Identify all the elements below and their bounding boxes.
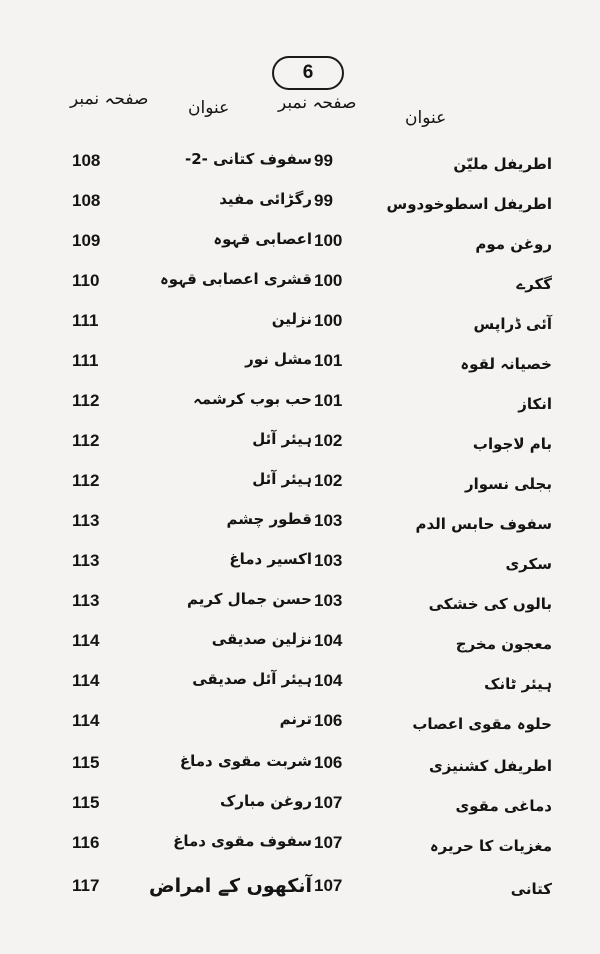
entry-page-col2: 108 (72, 191, 101, 210)
entry-title-col2: ترنم (279, 710, 312, 728)
entry-title-col2: شربت مقوی دماغ (179, 752, 312, 770)
entry-page-col2: 114 (72, 631, 100, 650)
entry-title-col2: حسن جمال کریم (187, 590, 312, 608)
toc-row (0, 543, 600, 579)
entry-title-col2: اعصابی قہوہ (213, 230, 312, 248)
entry-page-col1: 102 (314, 471, 343, 490)
column-header-page-2: صفحہ نمبر (70, 89, 149, 109)
entry-title-col2: ہیئر آئل (252, 470, 312, 488)
entry-title-col2: ہیئر آئل (252, 430, 312, 448)
entry-page-col1: 100 (314, 271, 343, 290)
entry-title-col2: سفوف مقوی دماغ (173, 832, 312, 850)
entry-page-col2: 114 (72, 671, 100, 690)
entry-title-col1: ہیئر ٹانک (484, 675, 552, 693)
entry-page-col1: 106 (314, 711, 343, 730)
entry-title-col2: مشل نور (245, 350, 312, 368)
toc-row (0, 663, 600, 699)
entry-page-col2: 116 (72, 833, 100, 852)
entry-title-col1: بام لاجواب (472, 435, 552, 453)
entry-title-col2: ہیئر آئل صدیقی (192, 670, 312, 688)
entry-title-col2: اکسیر دماغ (229, 550, 312, 568)
toc-row (0, 423, 600, 459)
entry-page-col1: 99 (314, 151, 333, 170)
entry-title-col1: اطریفل کشنیزی (429, 757, 552, 775)
entry-page-col2: 108 (72, 151, 101, 170)
toc-row (0, 263, 600, 299)
entry-title-col2: نزلین صدیقی (211, 630, 312, 648)
entry-page-col2: 111 (72, 311, 99, 330)
entry-title-col1: بالوں کی خشکی (428, 595, 552, 613)
entry-page-col2: 117 (72, 876, 100, 895)
toc-row (0, 868, 600, 904)
entry-title-col2-section-heading: آنکھوں کے امراض (149, 875, 312, 897)
entry-page-col1: 107 (314, 793, 343, 812)
entry-title-col1: سفوف حابس الدم (415, 515, 552, 533)
entry-page-col2: 115 (72, 793, 100, 812)
toc-row (0, 383, 600, 419)
entry-page-col2: 113 (72, 511, 100, 530)
entry-page-col2: 111 (72, 351, 99, 370)
entry-page-col2: 112 (72, 471, 100, 490)
entry-title-col1: مغزیات کا حریرہ (429, 837, 552, 855)
toc-row (0, 785, 600, 821)
entry-title-col1: روغن موم (475, 235, 552, 253)
entry-page-col2: 112 (72, 391, 100, 410)
entry-page-col1: 101 (314, 351, 343, 370)
toc-row (0, 745, 600, 781)
entry-title-col1: آئی ڈراپس (473, 315, 552, 333)
entry-page-col2: 113 (72, 591, 100, 610)
toc-row (0, 463, 600, 499)
entry-page-col1: 106 (314, 753, 343, 772)
entry-title-col2: سفوف کتانی -2- (184, 150, 312, 168)
entry-title-col1: کتانی (510, 880, 552, 898)
entry-title-col1: خصیانہ لقوہ (460, 355, 552, 373)
column-header-title-1: عنوان (405, 108, 447, 128)
toc-row (0, 623, 600, 659)
entry-page-col2: 113 (72, 551, 100, 570)
entry-page-col1: 102 (314, 431, 343, 450)
entry-page-col2: 110 (72, 271, 100, 290)
toc-row (0, 583, 600, 619)
entry-title-col1: اطریفل ملیّن (453, 155, 552, 173)
entry-page-col1: 104 (314, 631, 343, 650)
entry-page-col1: 107 (314, 876, 343, 895)
entry-page-col1: 100 (314, 311, 343, 330)
entry-title-col1: معجون مخرج (455, 635, 552, 653)
toc-row (0, 343, 600, 379)
entry-page-col1: 104 (314, 671, 343, 690)
entry-page-col1: 107 (314, 833, 343, 852)
entry-title-col2: حب بوب کرشمہ (193, 390, 312, 408)
entry-page-col2: 109 (72, 231, 101, 250)
entry-page-col2: 115 (72, 753, 100, 772)
entry-title-col1: گکرے (516, 275, 552, 293)
entry-title-col2: قشری اعصابی قہوہ (159, 270, 312, 288)
column-header-title-2: عنوان (188, 98, 230, 118)
entry-title-col1: حلوہ مقوی اعصاب (412, 715, 552, 733)
toc-row (0, 503, 600, 539)
toc-row (0, 183, 600, 219)
entry-page-col1: 101 (314, 391, 343, 410)
toc-row (0, 825, 600, 861)
entry-title-col1: سکری (505, 555, 552, 573)
toc-row (0, 703, 600, 739)
entry-page-col1: 103 (314, 511, 343, 530)
toc-row (0, 223, 600, 259)
entry-page-col1: 103 (314, 551, 343, 570)
entry-title-col1: انکاز (518, 395, 552, 413)
page-number-badge: 6 (272, 56, 344, 90)
entry-title-col1: اطریفل اسطوخودوس (386, 195, 552, 213)
entry-page-col1: 100 (314, 231, 343, 250)
entry-title-col2: رگڑائی مفید (219, 190, 312, 208)
entry-title-col1: دماغی مقوی (455, 797, 552, 815)
column-header-page-1: صفحہ نمبر (278, 93, 357, 113)
entry-title-col2: نزلین (271, 310, 312, 328)
toc-row (0, 303, 600, 339)
toc-row (0, 143, 600, 179)
entry-title-col1: بجلی نسوار (464, 475, 552, 493)
entry-page-col2: 112 (72, 431, 100, 450)
entry-page-col1: 99 (314, 191, 333, 210)
entry-title-col2: روغن مبارک (220, 792, 312, 810)
entry-title-col2: قطور چشم (226, 510, 312, 528)
entry-page-col1: 103 (314, 591, 343, 610)
entry-page-col2: 114 (72, 711, 100, 730)
